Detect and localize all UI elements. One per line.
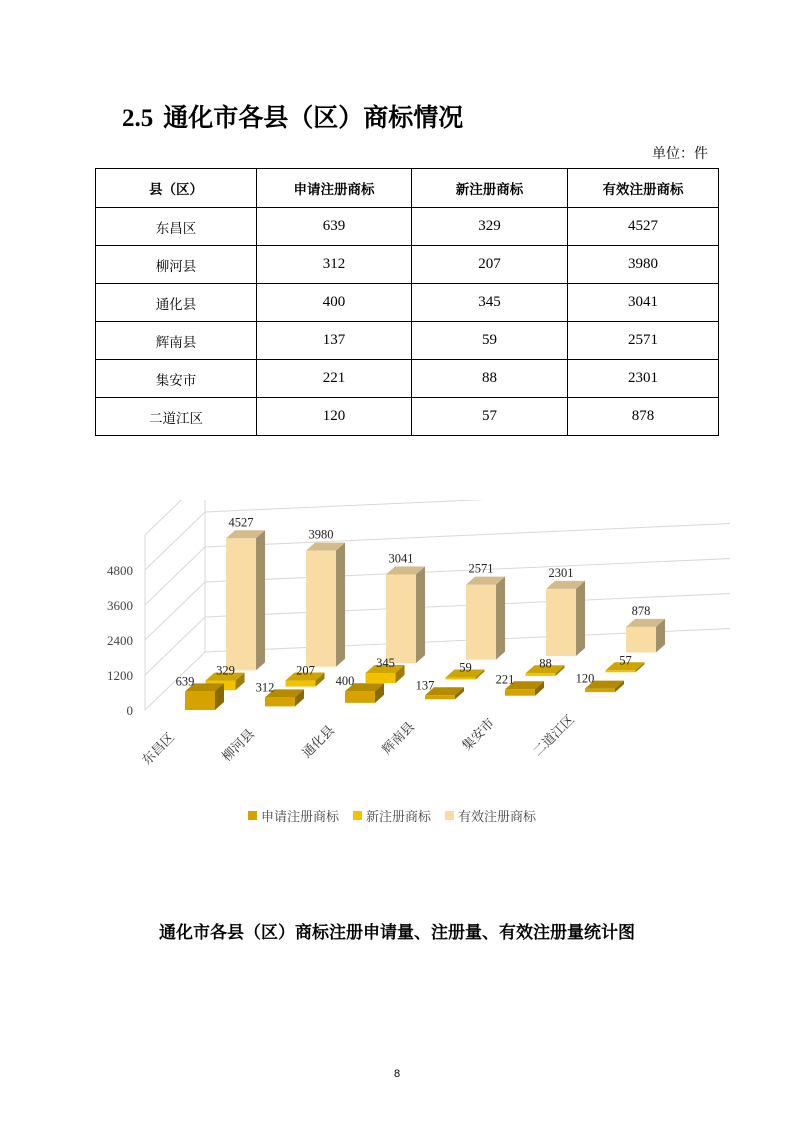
data-label: 57	[619, 653, 632, 668]
bar-side-2	[496, 577, 505, 660]
x-tick-label: 辉南县	[379, 719, 418, 758]
bar-1	[286, 681, 316, 687]
bar-1	[366, 673, 396, 683]
data-label: 137	[415, 678, 435, 693]
table-header-row	[96, 169, 719, 208]
x-tick-label: 二道江区	[530, 712, 578, 760]
data-label: 3980	[308, 527, 334, 542]
trademark-bar-chart	[90, 500, 730, 800]
data-label: 88	[539, 656, 552, 671]
bar-1	[606, 670, 636, 672]
table-row	[96, 246, 719, 284]
data-label: 878	[631, 603, 651, 618]
gridline-side	[145, 582, 205, 640]
cell-valid-registrations: 2301	[568, 360, 719, 398]
data-label: 3041	[388, 551, 414, 566]
section-title: 通化市各县（区）商标情况	[163, 103, 464, 132]
side-wall-edge	[145, 500, 205, 535]
bar-2	[386, 574, 416, 663]
cell-applications: 221	[257, 360, 412, 398]
gridline	[205, 557, 730, 582]
table-row	[96, 284, 719, 322]
section-number: 2.5	[122, 105, 154, 132]
legend-item-new-registrations	[353, 806, 431, 825]
unit-label: 单位：件	[652, 146, 708, 162]
header-county: 县（区）	[96, 169, 257, 208]
cell-applications: 137	[257, 322, 412, 360]
bar-side-2	[416, 566, 425, 663]
bar-0	[185, 691, 215, 710]
data-label: 120	[575, 671, 595, 686]
cell-county: 通化县	[96, 284, 257, 322]
legend-swatch-valid-registrations	[445, 811, 454, 820]
x-tick-label: 集安市	[459, 715, 498, 755]
gridline-side	[145, 617, 205, 675]
trademark-table	[95, 168, 719, 436]
cell-applications: 400	[257, 284, 412, 322]
bar-2	[626, 627, 656, 653]
y-tick-label: 1200	[107, 668, 133, 683]
y-tick-label: 3600	[107, 598, 133, 613]
bar-1	[526, 673, 556, 676]
legend-label-new-registrations: 新注册商标	[366, 810, 432, 825]
cell-county: 集安市	[96, 360, 257, 398]
bar-0	[345, 691, 375, 703]
data-label: 207	[296, 663, 315, 678]
gridline	[205, 500, 730, 512]
bar-2	[226, 538, 256, 670]
cell-valid-registrations: 3980	[568, 246, 719, 284]
cell-valid-registrations: 878	[568, 398, 719, 436]
cell-new-registrations: 207	[412, 246, 568, 284]
bar-2	[306, 551, 336, 667]
cell-new-registrations: 345	[412, 284, 568, 322]
cell-new-registrations: 59	[412, 322, 568, 360]
y-tick-label: 2400	[107, 633, 133, 648]
section-heading	[122, 98, 463, 134]
table-row	[96, 208, 719, 246]
data-label: 329	[216, 663, 235, 678]
legend-swatch-applications	[248, 811, 257, 820]
y-tick-label: 0	[126, 703, 133, 718]
data-label: 2571	[468, 561, 494, 576]
cell-applications: 120	[257, 398, 412, 436]
cell-valid-registrations: 4527	[568, 208, 719, 246]
cell-county: 东昌区	[96, 208, 257, 246]
legend-item-applications	[248, 806, 339, 825]
cell-county: 辉南县	[96, 322, 257, 360]
x-tick-label: 通化县	[299, 723, 338, 762]
legend-label-applications: 申请注册商标	[261, 810, 340, 825]
data-label: 221	[495, 672, 515, 687]
cell-valid-registrations: 3041	[568, 284, 719, 322]
bar-0	[585, 689, 615, 693]
bar-side-2	[576, 581, 585, 656]
x-tick-label: 柳河县	[219, 726, 258, 765]
table-row	[96, 322, 719, 360]
gridline-side	[145, 512, 205, 570]
cell-applications: 639	[257, 208, 412, 246]
data-label: 2301	[548, 565, 574, 580]
header-applications: 申请注册商标	[257, 169, 412, 208]
bar-2	[466, 585, 496, 660]
gridline	[205, 522, 730, 547]
bar-side-2	[336, 543, 345, 667]
cell-new-registrations: 329	[412, 208, 568, 246]
cell-applications: 312	[257, 246, 412, 284]
cell-county: 柳河县	[96, 246, 257, 284]
bar-1	[446, 677, 476, 679]
data-label: 4527	[228, 515, 254, 530]
cell-valid-registrations: 2571	[568, 322, 719, 360]
cell-county: 二道江区	[96, 398, 257, 436]
data-label: 312	[255, 680, 275, 695]
x-tick-label: 东昌区	[139, 730, 178, 769]
cell-new-registrations: 88	[412, 360, 568, 398]
table-row	[96, 360, 719, 398]
header-new-registrations: 新注册商标	[412, 169, 568, 208]
legend-label-valid-registrations: 有效注册商标	[458, 810, 537, 825]
figure-caption: 通化市各县（区）商标注册申请量、注册量、有效注册量统计图	[159, 923, 635, 943]
bar-0	[265, 697, 295, 706]
cell-new-registrations: 57	[412, 398, 568, 436]
bar-0	[505, 689, 535, 695]
legend-item-valid-registrations	[445, 806, 536, 825]
header-valid-registrations: 有效注册商标	[568, 169, 719, 208]
page-number: 8	[393, 1068, 401, 1080]
bar-2	[546, 589, 576, 656]
bar-side-2	[256, 530, 265, 670]
table-row	[96, 398, 719, 436]
bar-0	[425, 695, 455, 699]
chart-legend	[248, 806, 536, 825]
gridline-side	[145, 547, 205, 605]
data-label: 59	[459, 660, 472, 675]
y-tick-label: 4800	[107, 563, 133, 578]
legend-swatch-new-registrations	[353, 811, 362, 820]
data-label: 345	[376, 655, 395, 670]
data-label: 400	[335, 674, 355, 689]
data-label: 639	[175, 674, 195, 689]
